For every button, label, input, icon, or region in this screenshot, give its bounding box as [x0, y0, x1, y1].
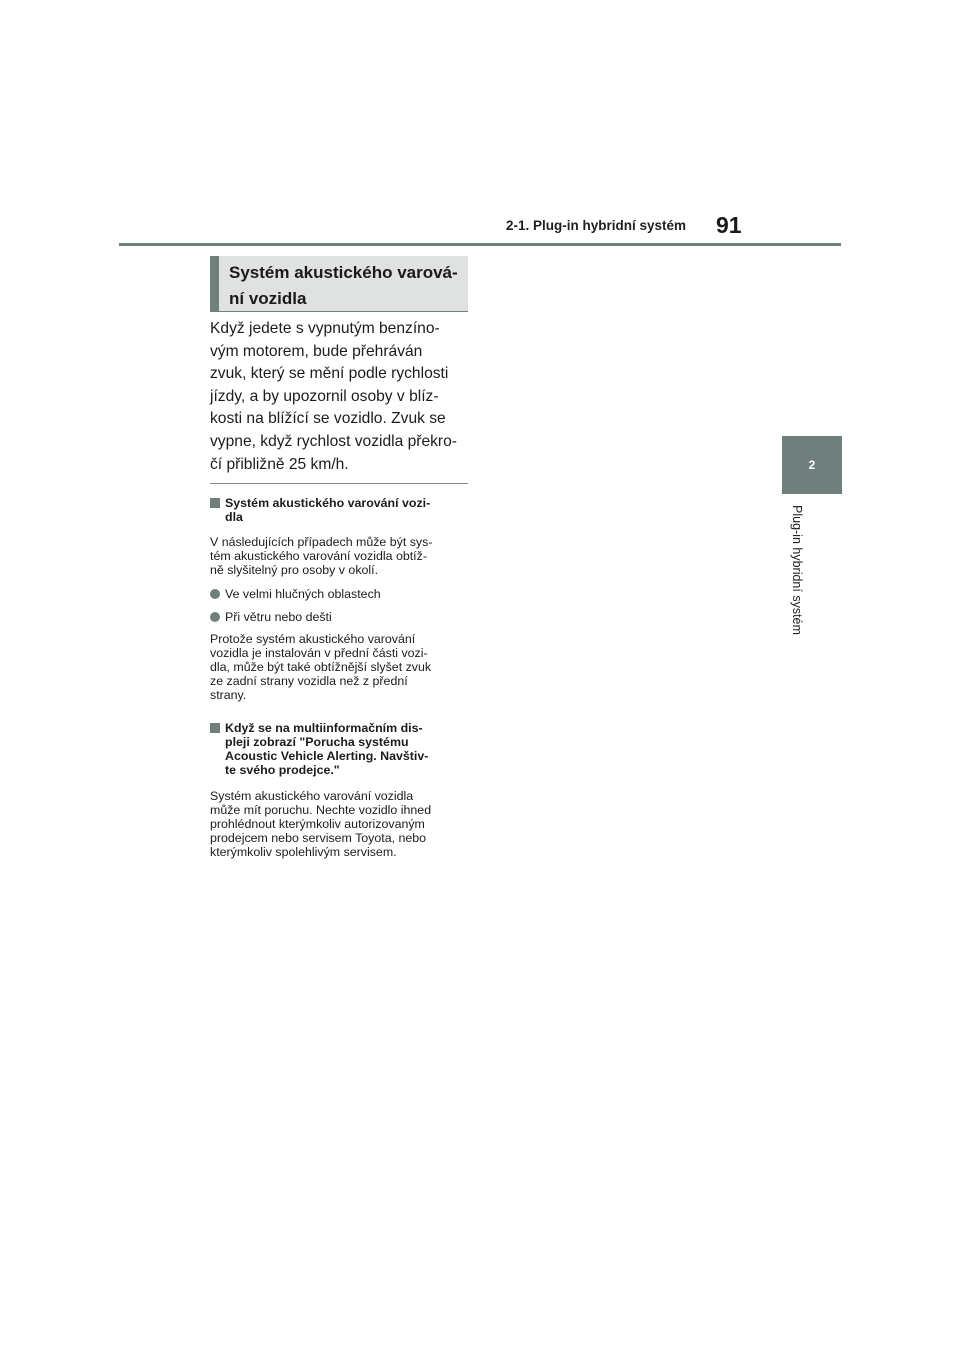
bullet-text: Ve velmi hlučných oblastech [225, 587, 381, 601]
intro-line: jízdy, a by upozornil osoby v blíz- [210, 387, 439, 405]
round-bullet-icon [210, 589, 220, 599]
para-line: může mít poruchu. Nechte vozidlo ihned [210, 803, 432, 817]
title-line: Systém akustického varová- [229, 263, 458, 282]
section2-heading [210, 721, 468, 777]
section2-paragraph [210, 789, 468, 859]
heading-line: dla [225, 510, 243, 524]
title-line: ní vozidla [229, 289, 307, 308]
intro-line: čí přibližně 25 km/h. [210, 455, 349, 473]
intro-line: vým motorem, bude přehráván [210, 342, 423, 360]
round-bullet-icon [210, 612, 220, 622]
para-line: kterýmkoliv spolehlivým servisem. [210, 845, 397, 859]
chapter-label: Plug-in hybridní systém [790, 505, 804, 635]
heading-line: te svého prodejce." [225, 763, 340, 777]
square-bullet-icon [210, 723, 220, 733]
chapter-label-container [782, 505, 812, 665]
para-line: prohlédnout kterýmkoliv autorizovaným [210, 817, 425, 831]
page-number: 91 [716, 212, 742, 238]
intro-line: vypne, když rychlost vozidla překro- [210, 432, 457, 450]
square-bullet-icon [210, 498, 220, 508]
section-header: 2-1. Plug-in hybridní systém [506, 218, 687, 233]
intro-divider [210, 483, 468, 484]
para-line: vozidla je instalován v přední části vozi- [210, 646, 428, 660]
para-line: Systém akustického varování vozidla [210, 789, 414, 803]
para-line: tém akustického varování vozidla obtíž- [210, 549, 427, 563]
section1-paragraph [210, 535, 468, 577]
page-title [229, 260, 469, 312]
bullet-text: Při větru nebo dešti [225, 610, 332, 624]
para-line: dla, může být také obtížnější slyšet zvuk [210, 660, 432, 674]
chapter-tab [782, 436, 842, 494]
heading-line: Acoustic Vehicle Alerting. Navštiv- [225, 749, 429, 763]
intro-line: kosti na blížící se vozidlo. Zvuk se [210, 410, 446, 428]
bullet-item [210, 587, 468, 601]
section1-heading [210, 496, 468, 524]
title-box [210, 256, 468, 312]
para-line: ně slyšitelný pro osoby v okolí. [210, 563, 379, 577]
intro-line: zvuk, který se mění podle rychlosti [210, 365, 449, 383]
intro-line: Když jedete s vypnutým benzíno- [210, 320, 440, 337]
para-line: ze zadní strany vozidla než z přední [210, 674, 408, 688]
heading-line: Když se na multiinformačním dis- [225, 721, 423, 735]
section1-paragraph-2 [210, 632, 468, 702]
para-line: prodejcem nebo servisem Toyota, nebo [210, 831, 427, 845]
heading-line: pleji zobrazí "Porucha systému [225, 735, 409, 749]
para-line: V následujících případech může být sys- [210, 535, 433, 549]
intro-paragraph [210, 318, 472, 476]
header-rule [119, 243, 841, 246]
heading-line: Systém akustického varování vozi- [225, 496, 431, 510]
para-line: Protože systém akustického varování [210, 632, 416, 646]
para-line: strany. [210, 688, 247, 702]
chapter-number: 2 [808, 458, 816, 472]
bullet-item [210, 610, 468, 624]
